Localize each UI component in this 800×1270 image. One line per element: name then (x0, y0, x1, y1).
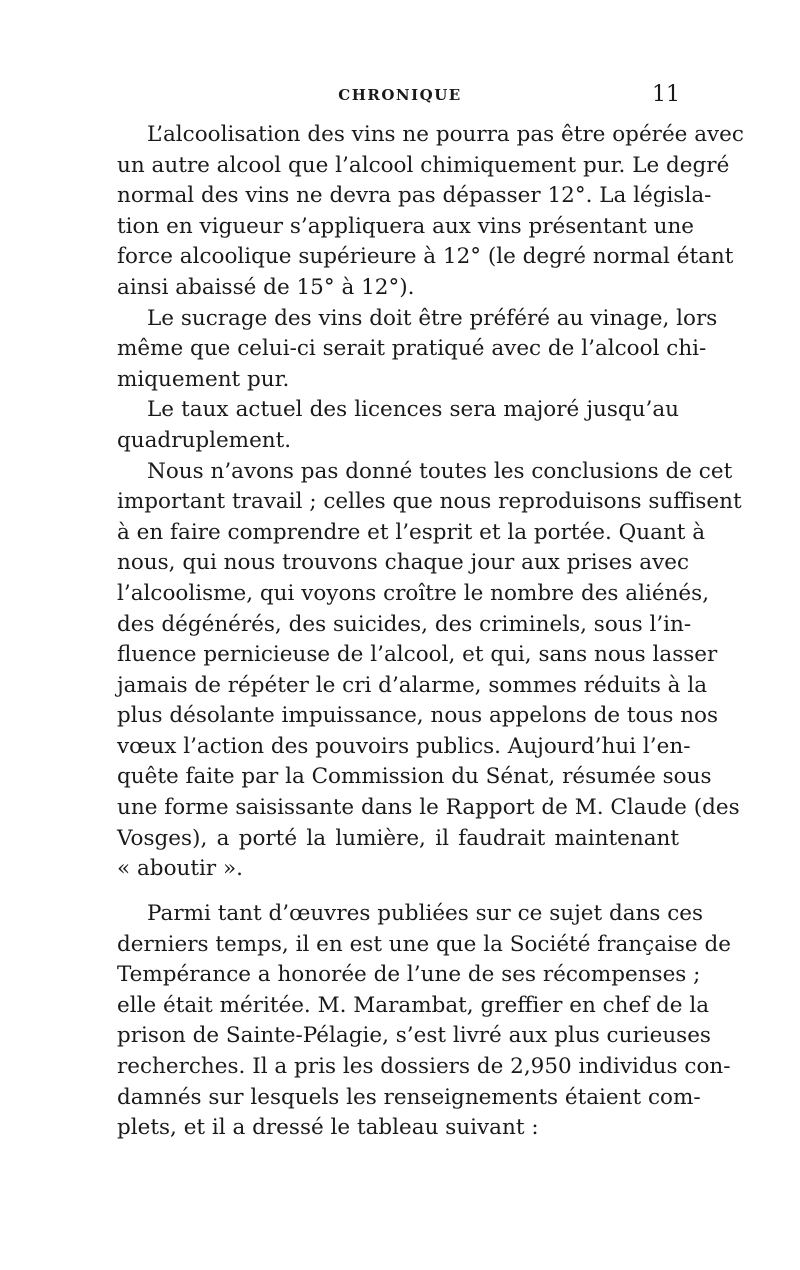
text-line: vœux l’action des pouvoirs publics. Aujourd’hui l’en- (117, 733, 691, 759)
body-text-section-1 (117, 120, 744, 885)
text-line: miquement pur. (117, 366, 290, 392)
running-head (120, 82, 680, 116)
text-line: tion en vigueur s’appliquera aux vins présentant une (117, 213, 695, 239)
text-line: damnés sur lesquels les renseignements étaient com- (117, 1084, 701, 1110)
text-line: force alcoolique supérieure à 12° (le degré normal étant (117, 244, 734, 270)
text-line: Tempérance a honorée de l’une de ses récompenses ; (117, 962, 701, 988)
text-line: plus désolante impuissance, nous appelons de tous nos (117, 703, 719, 729)
text-line: Parmi tant d’œuvres publiées sur ce sujet dans ces (147, 901, 704, 926)
text-line: à en faire comprendre et l’esprit et la portée. Quant à (117, 519, 706, 545)
text-line: « aboutir ». (117, 856, 243, 882)
text-line: ainsi abaissé de 15° à 12°). (117, 274, 415, 300)
text-line: recherches. Il a pris les dossiers de 2,950 individus con- (117, 1053, 731, 1079)
text-line: Le taux actuel des licences sera majoré jusqu’au (147, 397, 679, 423)
text-line: L’alcoolisation des vins ne pourra pas être opérée avec (147, 122, 744, 147)
text-line: Vosges), a porté la lumière, il faudrait maintenant (117, 825, 679, 851)
body-text-section-2 (117, 899, 731, 1144)
text-line: jamais de répéter le cri d’alarme, sommes réduits à la (117, 672, 708, 698)
text-line: elle était méritée. M. Marambat, greffier en chef de la (117, 992, 710, 1018)
text-line: normal des vins ne devra pas dépasser 12°. La législa- (117, 183, 712, 209)
text-line: important travail ; celles que nous reproduisons suffisent (117, 489, 742, 515)
text-line: Nous n’avons pas donné toutes les conclusions de cet (147, 458, 733, 484)
running-title: CHRONIQUE (338, 86, 462, 104)
text-line: prison de Sainte-Pélagie, s’est livré aux plus curieuses (117, 1023, 711, 1049)
text-line: des dégénérés, des suicides, des criminels, sous l’in- (117, 611, 692, 637)
text-line: plets, et il a dressé le tableau suivant : (117, 1115, 539, 1141)
text-line: quête faite par la Commission du Sénat, résumée sous (117, 764, 712, 790)
text-line: Le sucrage des vins doit être préféré au vinage, lors (147, 305, 718, 331)
text-line: derniers temps, il en est une que la Société française de (117, 931, 731, 957)
text-line: l’alcoolisme, qui voyons croître le nombre des aliénés, (117, 580, 710, 606)
text-line: un autre alcool que l’alcool chimiquement pur. Le degré (117, 152, 730, 178)
text-line: fluence pernicieuse de l’alcool, et qui, sans nous lasser (117, 642, 718, 668)
text-line: quadruplement. (117, 427, 292, 453)
page-number: 11 (652, 82, 680, 107)
text-line: nous, qui nous trouvons chaque jour aux prises avec (117, 550, 690, 576)
text-line: une forme saisissante dans le Rapport de M. Claude (des (117, 795, 740, 821)
text-line: même que celui-ci serait pratiqué avec de l’alcool chi- (117, 336, 707, 362)
